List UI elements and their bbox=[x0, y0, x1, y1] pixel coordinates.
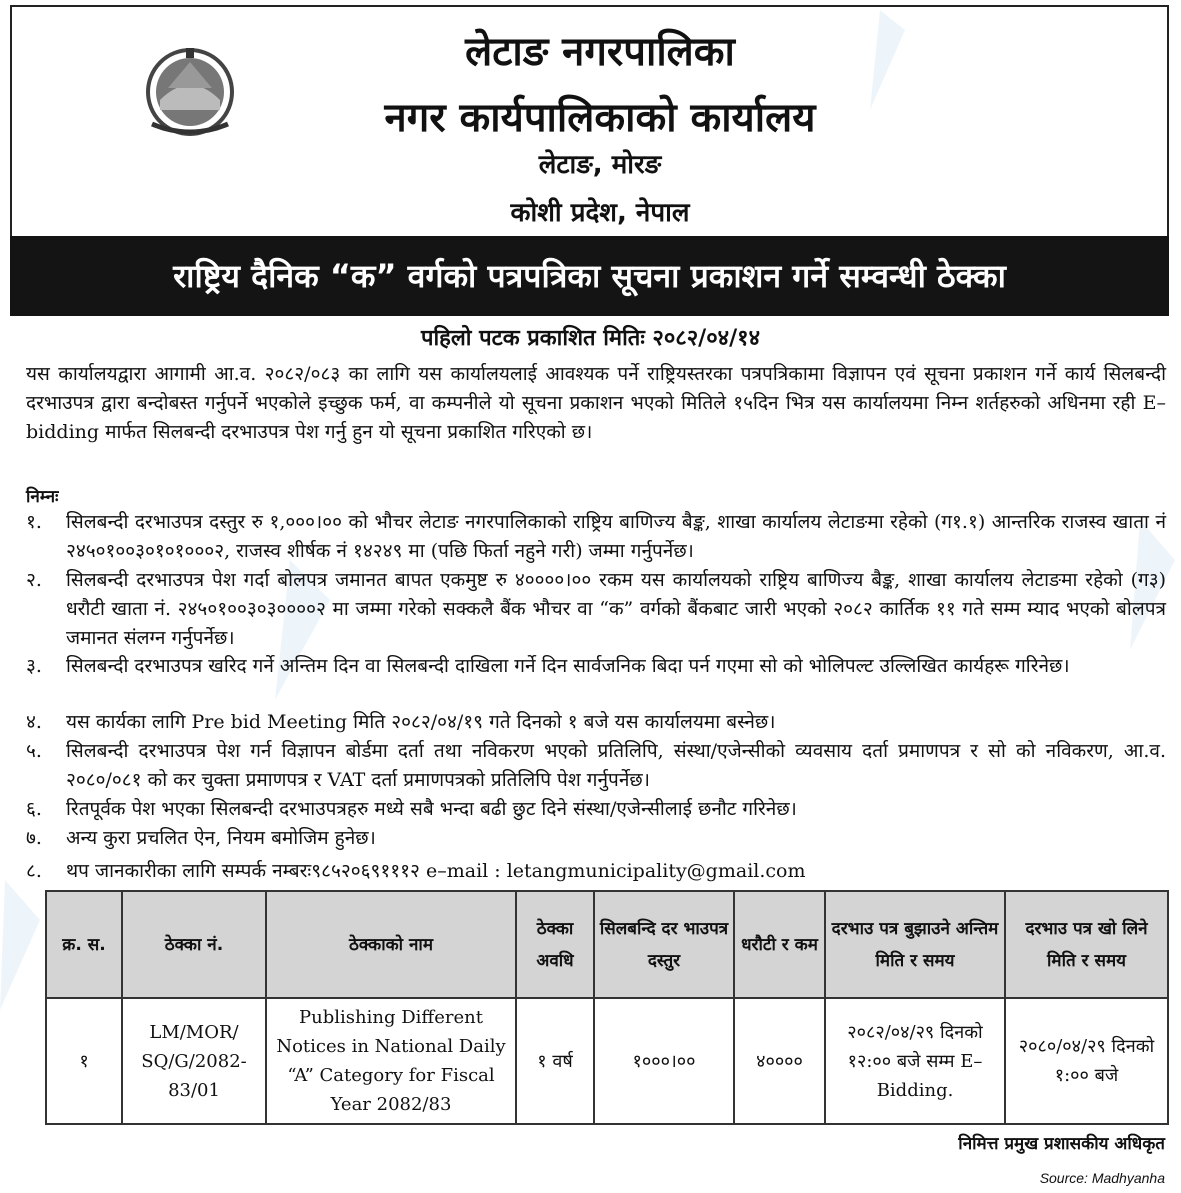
notice-title-banner: राष्ट्रिय दैनिक “क” वर्गको पत्रपत्रिका सूचना प्रकाशन गर्ने सम्वन्धी ठेक्का bbox=[10, 236, 1169, 316]
table-header-row bbox=[46, 891, 1168, 998]
contract-number-cell: LM/MOR/ SQ/G/2082- 83/01 bbox=[122, 998, 266, 1124]
column-header: ठेक्का नं. bbox=[122, 891, 266, 998]
serial-number-cell: १ bbox=[46, 998, 122, 1124]
condition-text: थप जानकारीका लागि सम्पर्क नम्बरः९८५२०६९१११२ e–mail : letangmunicipality@gmail.com bbox=[66, 860, 806, 882]
column-header: ठेक्का अवधि bbox=[516, 891, 594, 998]
deposit-cell: ४०००० bbox=[734, 998, 825, 1124]
org-name: लेटाङ नगरपालिका bbox=[465, 29, 735, 75]
condition-text: सिलबन्दी दरभाउपत्र पेश गर्दा बोलपत्र जमानत बापत एकमुष्ट रु ४००००।०० रकम यस कार्यालयको राष्ट्रिय बाणिज्य बैङ्क, शाखा कार्यालय लेटाङमा रहेको (ग३) धरौटी खाता नं. २४५०१००३०३००००२ मा जम्मा गरेको सक्कलै बैंक भौचर वा “क” वर्गको बैंकबाट जारी भएको २०८२ कार्तिक ११ गते सम्म म्याद भएको बोलपत्र जमानत संलग्न गर्नुपर्नेछ। bbox=[66, 569, 1166, 649]
condition-item bbox=[26, 708, 1166, 737]
condition-item bbox=[26, 737, 1166, 795]
condition-text: अन्य कुरा प्रचलित ऐन, नियम बमोजिम हुनेछ। bbox=[66, 827, 376, 849]
intro-paragraph: यस कार्यालयद्वारा आगामी आ.व. २०८२/०८३ का लागि यस कार्यालयलाई आवश्यक पर्ने राष्ट्रियस्तरका पत्रपत्रिकामा विज्ञापन एवं सूचना प्रकाशन गर्ने कार्य सिलबन्दी दरभाउपत्र द्वारा बन्दोबस्त गर्नुपर्ने भएकोले इच्छुक फर्म, वा कम्पनीले यो सूचना प्रकाशन भएको मितिले १५दिन भित्र यस कार्यालयमा निम्न शर्तहरुको अधिनमा रही E–bidding मार्फत सिलबन्दी दरभाउपत्र पेश गर्नु हुन यो सूचना प्रकाशित गरिएको छ। bbox=[26, 363, 1166, 443]
condition-text: यस कार्यका लागि Pre bid Meeting मिति २०८२/०४/१९ गते दिनको १ बजे यस कार्यालयमा बस्नेछ। bbox=[66, 711, 776, 733]
signatory-title: निमित्त प्रमुख प्रशासकीय अधिकृत bbox=[958, 1134, 1165, 1154]
conditions-heading: निम्नः bbox=[26, 487, 59, 507]
condition-number: ७. bbox=[26, 827, 42, 849]
deadline-cell: २०८२/०४/२९ दिनको १२:०० बजे सम्म E–Bidding. bbox=[825, 998, 1005, 1124]
condition-item bbox=[26, 857, 1166, 886]
condition-number: ४. bbox=[26, 711, 42, 733]
condition-item bbox=[26, 795, 1166, 824]
condition-number: ८. bbox=[26, 860, 42, 882]
contract-name-cell: Publishing Different Notices in National Daily “A” Category for Fiscal Year 2082/83 bbox=[266, 998, 516, 1124]
nepal-government-emblem-icon bbox=[138, 40, 242, 140]
source-credit: Source: Madhyanha bbox=[1039, 1170, 1165, 1186]
tender-table bbox=[45, 890, 1169, 1125]
column-header: क्र. स. bbox=[46, 891, 122, 998]
column-header: दरभाउ पत्र बुझाउने अन्तिम मिति र समय bbox=[825, 891, 1005, 998]
condition-text: सिलबन्दी दरभाउपत्र खरिद गर्ने अन्तिम दिन वा सिलबन्दी दाखिला गर्ने दिन सार्वजनिक बिदा पर्न गएमा सो को भोलिपल्ट उल्लिखित कार्यहरू गरिनेछ। bbox=[66, 655, 1070, 677]
publication-date: पहिलो पटक प्रकाशित मितिः २०८२/०४/१४ bbox=[420, 326, 761, 351]
condition-item bbox=[26, 824, 1166, 853]
office-name: नगर कार्यपालिकाको कार्यालय bbox=[384, 95, 816, 141]
condition-text: रितपूर्वक पेश भएका सिलबन्दी दरभाउपत्रहरु मध्ये सबै भन्दा बढी छुट दिने संस्था/एजेन्सीलाई छनौट गरिनेछ। bbox=[66, 798, 797, 820]
column-header: ठेक्काको नाम bbox=[266, 891, 516, 998]
column-header: सिलबन्दि दर भाउपत्र दस्तुर bbox=[594, 891, 734, 998]
condition-number: ६. bbox=[26, 798, 42, 820]
table-row bbox=[46, 998, 1168, 1124]
column-header: दरभाउ पत्र खो लिने मिति र समय bbox=[1005, 891, 1168, 998]
condition-number: ३. bbox=[26, 655, 42, 677]
condition-item bbox=[26, 566, 1166, 653]
condition-number: ५. bbox=[26, 740, 42, 762]
condition-item bbox=[26, 508, 1166, 566]
fee-cell: १०००।०० bbox=[594, 998, 734, 1124]
column-header: धरौटी र कम bbox=[734, 891, 825, 998]
condition-number: १. bbox=[26, 511, 42, 533]
office-location: लेटाङ, मोरङ bbox=[538, 150, 662, 180]
province-name: कोशी प्रदेश, नेपाल bbox=[510, 198, 690, 228]
condition-text: सिलबन्दी दरभाउपत्र पेश गर्न विज्ञापन बोर्डमा दर्ता तथा नविकरण भएको प्रतिलिपि, संस्था/एजेन्सीको व्यवसाय दर्ता प्रमाणपत्र र सो को नविकरण, आ.व. २०८०/०८१ को कर चुक्ता प्रमाणपत्र र VAT दर्ता प्रमाणपत्रको प्रतिलिपि पेश गर्नुपर्नेछ। bbox=[66, 740, 1166, 791]
condition-number: २. bbox=[26, 569, 42, 591]
opening-date-cell: २०८०/०४/२९ दिनको १:०० बजे bbox=[1005, 998, 1168, 1124]
condition-item bbox=[26, 652, 1166, 681]
duration-cell: १ वर्ष bbox=[516, 998, 594, 1124]
condition-text: सिलबन्दी दरभाउपत्र दस्तुर रु १,०००।०० को भौचर लेटाङ नगरपालिकाको राष्ट्रिय बाणिज्य बैङ्क, शाखा कार्यालय लेटाङमा रहेको (ग१.१) आन्तरिक राजस्व खाता नं २४५०१००३०१०१०००२, राजस्व शीर्षक नं १४२४९ मा (पछि फिर्ता नहुने गरी) जम्मा गर्नुपर्नेछ। bbox=[66, 511, 1166, 562]
